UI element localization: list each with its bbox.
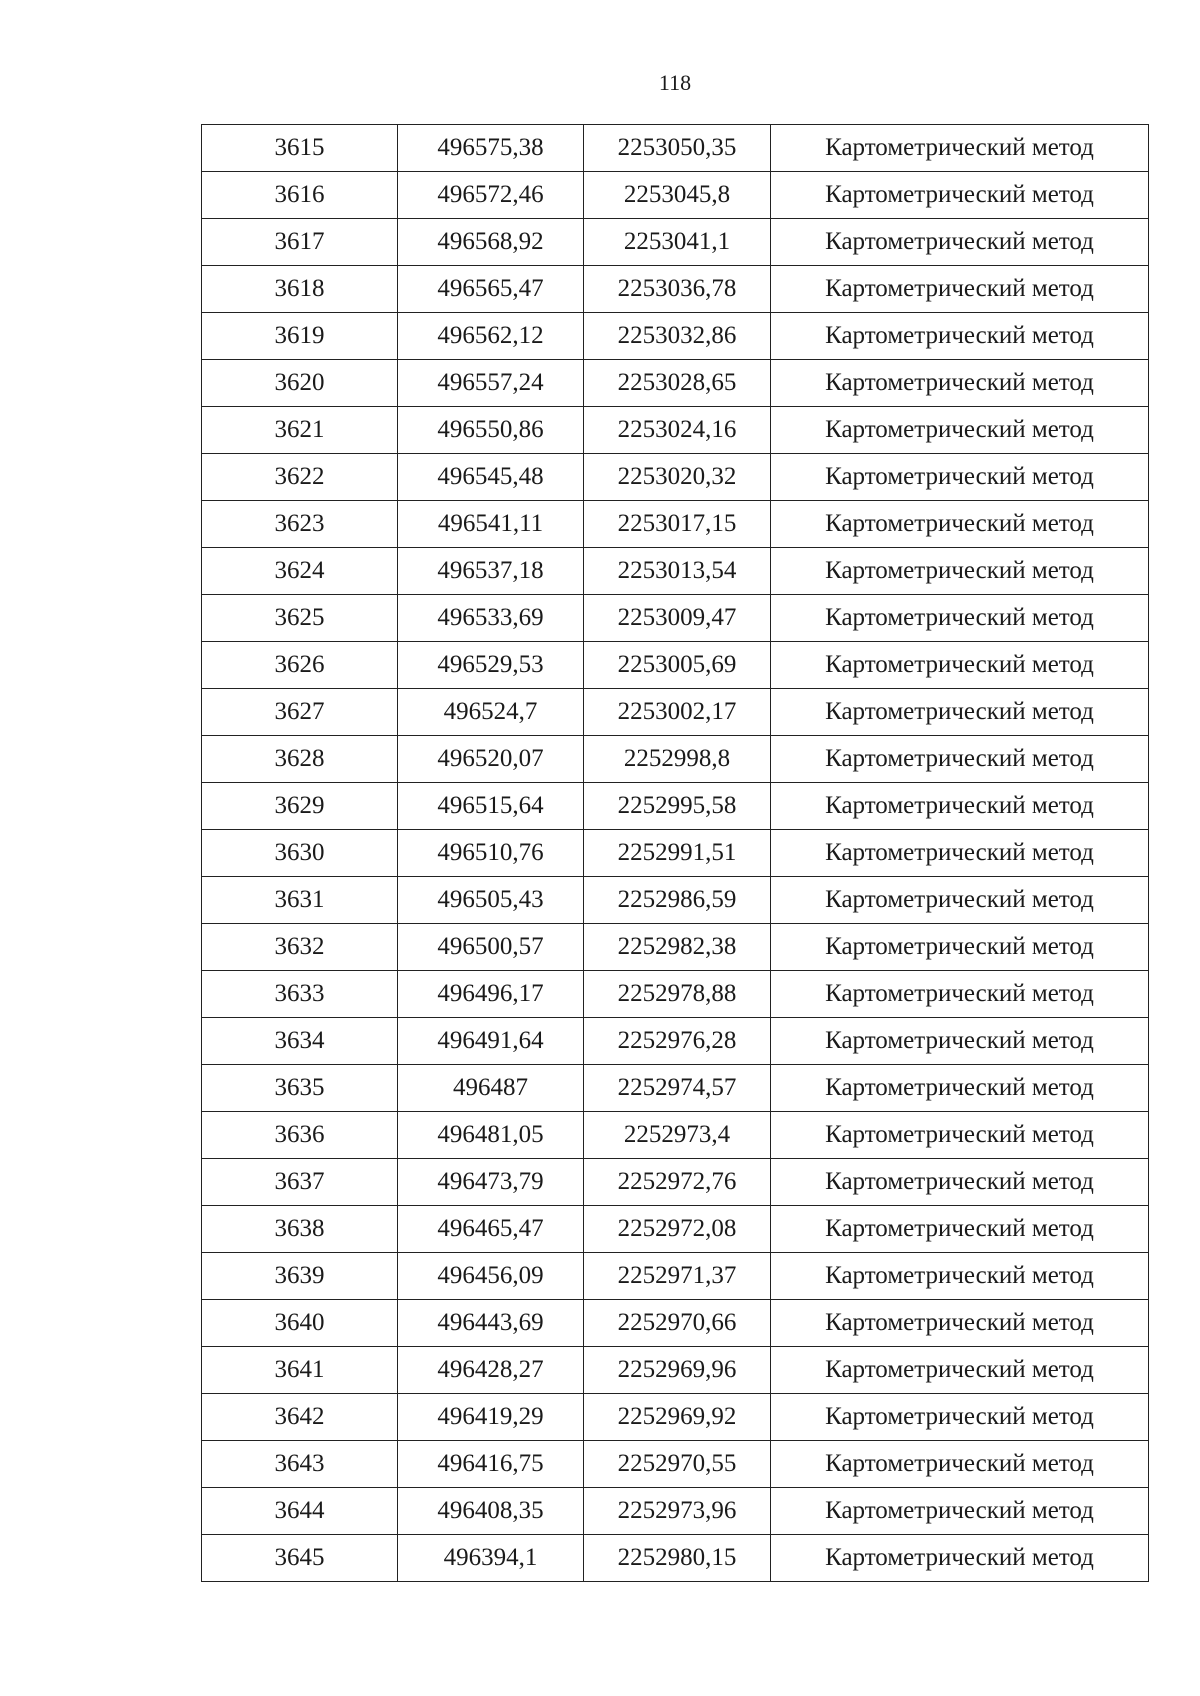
method-cell: Картометрический метод [771, 501, 1149, 548]
point-number-cell: 3618 [202, 266, 398, 313]
method-cell: Картометрический метод [771, 1347, 1149, 1394]
table-row [202, 595, 1149, 642]
point-number-cell: 3641 [202, 1347, 398, 1394]
method-cell: Картометрический метод [771, 830, 1149, 877]
method-cell: Картометрический метод [771, 971, 1149, 1018]
x-coordinate-cell: 496456,09 [398, 1253, 584, 1300]
y-coordinate-cell: 2253024,16 [584, 407, 771, 454]
x-coordinate-cell: 496575,38 [398, 125, 584, 172]
method-cell: Картометрический метод [771, 125, 1149, 172]
table-row [202, 1488, 1149, 1535]
x-coordinate-cell: 496524,7 [398, 689, 584, 736]
y-coordinate-cell: 2253045,8 [584, 172, 771, 219]
point-number-cell: 3632 [202, 924, 398, 971]
point-number-cell: 3639 [202, 1253, 398, 1300]
x-coordinate-cell: 496550,86 [398, 407, 584, 454]
y-coordinate-cell: 2252980,15 [584, 1535, 771, 1582]
table-row [202, 1441, 1149, 1488]
x-coordinate-cell: 496416,75 [398, 1441, 584, 1488]
point-number-cell: 3628 [202, 736, 398, 783]
point-number-cell: 3634 [202, 1018, 398, 1065]
y-coordinate-cell: 2253009,47 [584, 595, 771, 642]
y-coordinate-cell: 2253041,1 [584, 219, 771, 266]
point-number-cell: 3644 [202, 1488, 398, 1535]
y-coordinate-cell: 2253032,86 [584, 313, 771, 360]
point-number-cell: 3615 [202, 125, 398, 172]
method-cell: Картометрический метод [771, 219, 1149, 266]
method-cell: Картометрический метод [771, 266, 1149, 313]
point-number-cell: 3643 [202, 1441, 398, 1488]
table-row [202, 1394, 1149, 1441]
table-row [202, 454, 1149, 501]
point-number-cell: 3616 [202, 172, 398, 219]
x-coordinate-cell: 496394,1 [398, 1535, 584, 1582]
x-coordinate-cell: 496537,18 [398, 548, 584, 595]
x-coordinate-cell: 496520,07 [398, 736, 584, 783]
point-number-cell: 3631 [202, 877, 398, 924]
point-number-cell: 3640 [202, 1300, 398, 1347]
y-coordinate-cell: 2252974,57 [584, 1065, 771, 1112]
table-row [202, 1018, 1149, 1065]
method-cell: Картометрический метод [771, 1159, 1149, 1206]
y-coordinate-cell: 2253002,17 [584, 689, 771, 736]
x-coordinate-cell: 496428,27 [398, 1347, 584, 1394]
x-coordinate-cell: 496505,43 [398, 877, 584, 924]
method-cell: Картометрический метод [771, 548, 1149, 595]
x-coordinate-cell: 496541,11 [398, 501, 584, 548]
point-number-cell: 3621 [202, 407, 398, 454]
table-row [202, 1206, 1149, 1253]
x-coordinate-cell: 496562,12 [398, 313, 584, 360]
page-number: 118 [658, 70, 692, 95]
table-row [202, 360, 1149, 407]
x-coordinate-cell: 496568,92 [398, 219, 584, 266]
method-cell: Картометрический метод [771, 407, 1149, 454]
method-cell: Картометрический метод [771, 1488, 1149, 1535]
table-row [202, 219, 1149, 266]
method-cell: Картометрический метод [771, 1441, 1149, 1488]
method-cell: Картометрический метод [771, 736, 1149, 783]
y-coordinate-cell: 2252976,28 [584, 1018, 771, 1065]
x-coordinate-cell: 496465,47 [398, 1206, 584, 1253]
point-number-cell: 3625 [202, 595, 398, 642]
method-cell: Картометрический метод [771, 1018, 1149, 1065]
y-coordinate-cell: 2253036,78 [584, 266, 771, 313]
method-cell: Картометрический метод [771, 877, 1149, 924]
point-number-cell: 3622 [202, 454, 398, 501]
point-number-cell: 3645 [202, 1535, 398, 1582]
y-coordinate-cell: 2253013,54 [584, 548, 771, 595]
x-coordinate-cell: 496496,17 [398, 971, 584, 1018]
table-row [202, 548, 1149, 595]
table-row [202, 1065, 1149, 1112]
table-row [202, 407, 1149, 454]
table-row [202, 313, 1149, 360]
table-row [202, 1347, 1149, 1394]
table-row [202, 736, 1149, 783]
x-coordinate-cell: 496408,35 [398, 1488, 584, 1535]
x-coordinate-cell: 496473,79 [398, 1159, 584, 1206]
method-cell: Картометрический метод [771, 313, 1149, 360]
method-cell: Картометрический метод [771, 360, 1149, 407]
x-coordinate-cell: 496443,69 [398, 1300, 584, 1347]
method-cell: Картометрический метод [771, 1253, 1149, 1300]
x-coordinate-cell: 496481,05 [398, 1112, 584, 1159]
x-coordinate-cell: 496565,47 [398, 266, 584, 313]
table-row [202, 877, 1149, 924]
table-row [202, 1300, 1149, 1347]
table-row [202, 924, 1149, 971]
y-coordinate-cell: 2252986,59 [584, 877, 771, 924]
table-row [202, 1159, 1149, 1206]
y-coordinate-cell: 2252973,4 [584, 1112, 771, 1159]
x-coordinate-cell: 496510,76 [398, 830, 584, 877]
point-number-cell: 3627 [202, 689, 398, 736]
y-coordinate-cell: 2253005,69 [584, 642, 771, 689]
y-coordinate-cell: 2253050,35 [584, 125, 771, 172]
y-coordinate-cell: 2252998,8 [584, 736, 771, 783]
y-coordinate-cell: 2252969,92 [584, 1394, 771, 1441]
method-cell: Картометрический метод [771, 1206, 1149, 1253]
point-number-cell: 3624 [202, 548, 398, 595]
table-row [202, 172, 1149, 219]
table-row [202, 501, 1149, 548]
point-number-cell: 3619 [202, 313, 398, 360]
y-coordinate-cell: 2252978,88 [584, 971, 771, 1018]
point-number-cell: 3635 [202, 1065, 398, 1112]
point-number-cell: 3637 [202, 1159, 398, 1206]
method-cell: Картометрический метод [771, 1112, 1149, 1159]
point-number-cell: 3633 [202, 971, 398, 1018]
method-cell: Картометрический метод [771, 172, 1149, 219]
table-row [202, 125, 1149, 172]
method-cell: Картометрический метод [771, 642, 1149, 689]
table-row [202, 642, 1149, 689]
x-coordinate-cell: 496557,24 [398, 360, 584, 407]
x-coordinate-cell: 496500,57 [398, 924, 584, 971]
table-row [202, 1253, 1149, 1300]
x-coordinate-cell: 496545,48 [398, 454, 584, 501]
point-number-cell: 3630 [202, 830, 398, 877]
method-cell: Картометрический метод [771, 1065, 1149, 1112]
y-coordinate-cell: 2252973,96 [584, 1488, 771, 1535]
table-row [202, 689, 1149, 736]
x-coordinate-cell: 496419,29 [398, 1394, 584, 1441]
y-coordinate-cell: 2252972,08 [584, 1206, 771, 1253]
table-row [202, 783, 1149, 830]
point-number-cell: 3638 [202, 1206, 398, 1253]
table-row [202, 1112, 1149, 1159]
table-row [202, 830, 1149, 877]
y-coordinate-cell: 2253017,15 [584, 501, 771, 548]
point-number-cell: 3620 [202, 360, 398, 407]
y-coordinate-cell: 2252969,96 [584, 1347, 771, 1394]
x-coordinate-cell: 496529,53 [398, 642, 584, 689]
point-number-cell: 3636 [202, 1112, 398, 1159]
method-cell: Картометрический метод [771, 689, 1149, 736]
table-row [202, 971, 1149, 1018]
point-number-cell: 3617 [202, 219, 398, 266]
method-cell: Картометрический метод [771, 924, 1149, 971]
table-row [202, 266, 1149, 313]
y-coordinate-cell: 2252991,51 [584, 830, 771, 877]
point-number-cell: 3623 [202, 501, 398, 548]
x-coordinate-cell: 496515,64 [398, 783, 584, 830]
x-coordinate-cell: 496533,69 [398, 595, 584, 642]
point-number-cell: 3626 [202, 642, 398, 689]
x-coordinate-cell: 496491,64 [398, 1018, 584, 1065]
y-coordinate-cell: 2253028,65 [584, 360, 771, 407]
y-coordinate-cell: 2252982,38 [584, 924, 771, 971]
y-coordinate-cell: 2252970,66 [584, 1300, 771, 1347]
y-coordinate-cell: 2252971,37 [584, 1253, 771, 1300]
method-cell: Картометрический метод [771, 454, 1149, 501]
coordinates-table [201, 124, 1149, 1582]
x-coordinate-cell: 496572,46 [398, 172, 584, 219]
y-coordinate-cell: 2252995,58 [584, 783, 771, 830]
x-coordinate-cell: 496487 [398, 1065, 584, 1112]
coordinates-table-body [202, 125, 1149, 1582]
method-cell: Картометрический метод [771, 595, 1149, 642]
y-coordinate-cell: 2252970,55 [584, 1441, 771, 1488]
method-cell: Картометрический метод [771, 1300, 1149, 1347]
point-number-cell: 3642 [202, 1394, 398, 1441]
table-row [202, 1535, 1149, 1582]
y-coordinate-cell: 2252972,76 [584, 1159, 771, 1206]
method-cell: Картометрический метод [771, 1394, 1149, 1441]
method-cell: Картометрический метод [771, 783, 1149, 830]
method-cell: Картометрический метод [771, 1535, 1149, 1582]
y-coordinate-cell: 2253020,32 [584, 454, 771, 501]
point-number-cell: 3629 [202, 783, 398, 830]
